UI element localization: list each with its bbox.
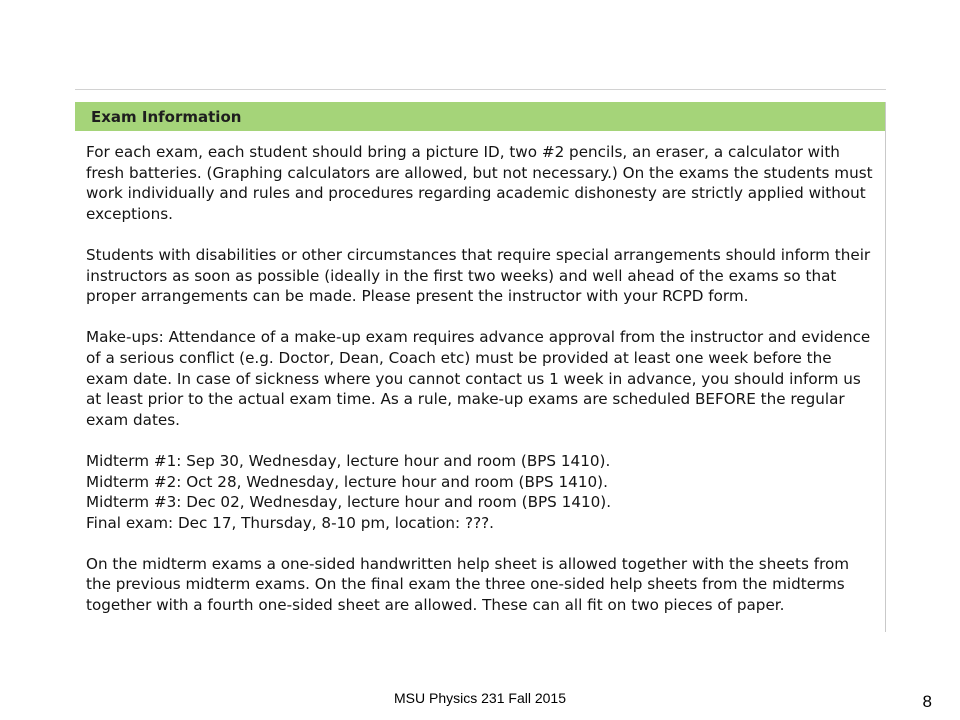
page-number: 8 bbox=[922, 692, 932, 711]
panel-title: Exam Information bbox=[75, 102, 885, 131]
midterm-2-line: Midterm #2: Oct 28, Wednesday, lecture hour and room (BPS 1410). bbox=[86, 472, 608, 491]
exam-schedule bbox=[86, 451, 873, 533]
make-ups-paragraph: Make-ups: Attendance of a make-up exam requires advance approval from the instructor and evidence of a serious conflict (e.g. Doctor, Dean, Coach etc) must be provided at least one week before the exam date. In case of sickness where you cannot contact us 1 week in advance, you should inform us at least prior to the actual exam time. As a rule, make-up exams are scheduled BEFORE the regular exam dates. bbox=[86, 328, 871, 429]
midterm-3-line: Midterm #3: Dec 02, Wednesday, lecture hour and room (BPS 1410). bbox=[86, 493, 612, 512]
disabilities-paragraph: Students with disabilities or other circumstances that require special arrangements should inform their instructors as soon as possible (ideally in the first two weeks) and well ahead of the exams so that proper arrangements can be made. Please present the instructor with your RCPD form. bbox=[86, 245, 871, 306]
help-sheet-paragraph: On the midterm exams a one-sided handwritten help sheet is allowed together with the sheets from the previous midterm exams. On the final exam the three one-sided help sheets from the midterms together with a fourth one-sided sheet are allowed. These can all fit on two pieces of paper. bbox=[86, 554, 850, 615]
exam-requirements-paragraph: For each exam, each student should bring a picture ID, two #2 pencils, an eraser, a calculator with fresh batteries. (Graphing calculators are allowed, but not necessary.) On the exams the students must work individually and rules and procedures regarding academic dishonesty are strictly applied without exceptions. bbox=[86, 143, 873, 223]
exam-information-panel bbox=[75, 102, 886, 632]
footer-course-label: MSU Physics 231 Fall 2015 bbox=[394, 690, 566, 706]
top-divider bbox=[75, 89, 886, 90]
midterm-1-line: Midterm #1: Sep 30, Wednesday, lecture hour and room (BPS 1410). bbox=[86, 451, 611, 470]
panel-body bbox=[75, 131, 885, 616]
final-exam-line: Final exam: Dec 17, Thursday, 8-10 pm, location: ???. bbox=[86, 513, 495, 532]
